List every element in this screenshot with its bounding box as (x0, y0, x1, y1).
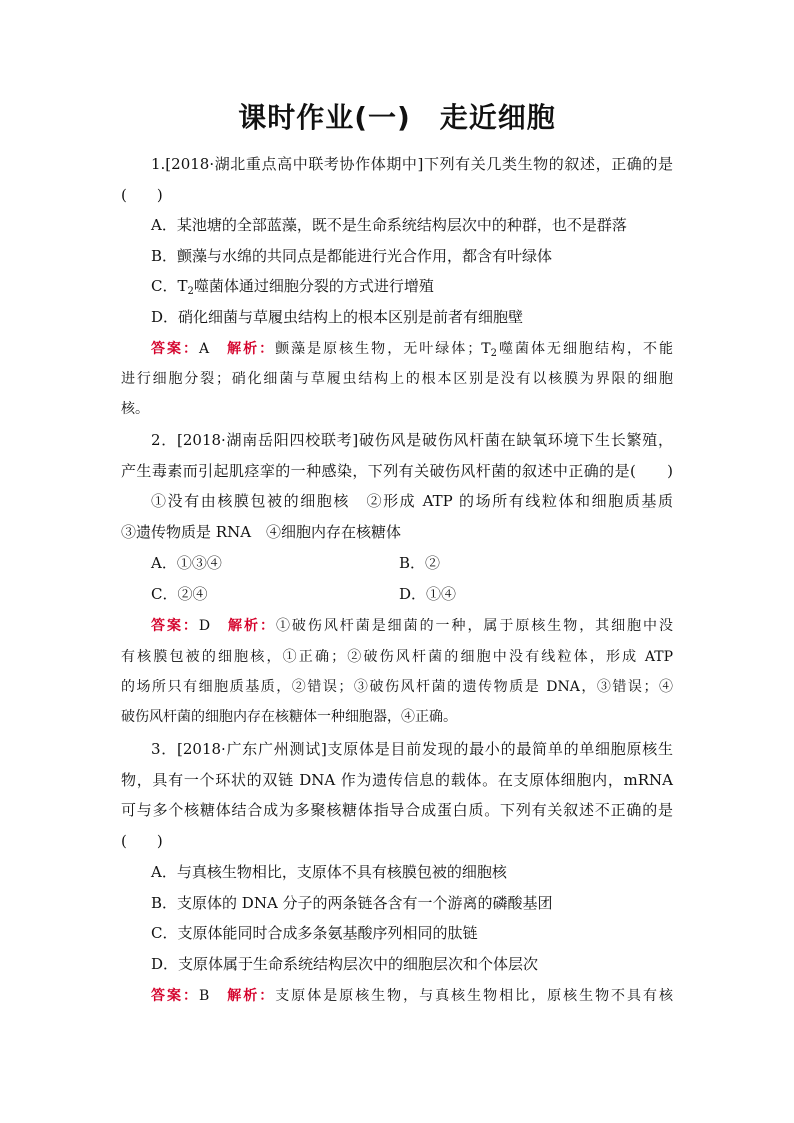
q3-option-c: C．支原体能同时合成多条氨基酸序列相同的肽链 (151, 924, 478, 942)
q3-stem-1: 3．[2018·广东广州测试]支原体是目前发现的最小的最简单的单细胞原核生 (151, 740, 673, 758)
q1-option-d: D．硝化细菌与草履虫结构上的根本区别是前者有细胞壁 (151, 308, 524, 326)
q1-option-b: B．颤藻与水绵的共同点是都能进行光合作用，都含有叶绿体 (151, 247, 553, 265)
q3-stem-2: 物，具有一个环状的双链 DNA 作为遗传信息的载体。在支原体细胞内，mRNA (121, 771, 673, 789)
q1-explanation-2: 进行细胞分裂；硝化细菌与草履虫结构上的根本区别是没有以核膜为界限的细胞 (121, 371, 673, 387)
answer-label: 答案： (151, 618, 199, 634)
explanation-label: 解析： (228, 618, 276, 634)
q1-option-a: A．某池塘的全部蓝藻，既不是生命系统结构层次中的种群，也不是群落 (151, 216, 627, 234)
q2-option-b: B．② (399, 554, 441, 572)
q2-item-1: ①没有由核膜包被的细胞核 ②形成 ATP 的场所有线粒体和细胞质基质 (151, 492, 673, 510)
q2-explanation-2: 有核膜包被的细胞核，①正确；②破伤风杆菌的细胞中没有线粒体，形成 ATP (121, 649, 673, 665)
answer-label: 答案： (151, 341, 200, 357)
q2-option-d: D．①④ (399, 585, 457, 603)
q3-option-d: D．支原体属于生命系统结构层次中的细胞层次和个体层次 (151, 955, 539, 973)
q3-option-a: A．与真核生物相比，支原体不具有核膜包被的细胞核 (151, 863, 507, 881)
q3-blank: ( ) (121, 832, 163, 850)
q2-stem-2: 产生毒素而引起肌痉挛的一种感染，下列有关破伤风杆菌的叙述中正确的是( ) (121, 462, 673, 480)
q1-answer: 答案：A 解析：颤藻是原核生物，无叶绿体；$T_2$噬菌体无细胞结构，不能 (151, 341, 673, 359)
q2-option-c: C．②④ (151, 585, 208, 603)
explanation-label: 解析： (227, 341, 276, 357)
answer-label: 答案： (151, 988, 199, 1004)
q1-explanation-3: 核。 (121, 401, 149, 417)
q3-answer: 答案：B 解析：支原体是原核生物，与真核生物相比，原核生物不具有核 (151, 988, 674, 1004)
q1-stem: 1.[2018·湖北重点高中联考协作体期中]下列有关几类生物的叙述，正确的是 (151, 155, 673, 173)
q2-explanation-3: 的场所只有细胞质基质，②错误；③破伤风杆菌的遗传物质是 DNA，③错误；④ (121, 679, 673, 695)
explanation-label: 解析： (227, 988, 276, 1004)
page-title: 课时作业(一) 走近细胞 (238, 101, 556, 134)
q3-stem-3: 可与多个核糖体结合成为多聚核糖体指导合成蛋白质。下列有关叙述不正确的是 (121, 801, 673, 819)
q3-option-b: B．支原体的 DNA 分子的两条链各含有一个游离的磷酸基团 (151, 894, 553, 912)
q2-answer: 答案：D 解析：①破伤风杆菌是细菌的一种，属于原核生物，其细胞中没 (151, 618, 674, 634)
q2-explanation-4: 破伤风杆菌的细胞内存在核糖体一种细胞器，④正确。 (121, 709, 457, 725)
q2-stem-1: 2．[2018·湖南岳阳四校联考]破伤风是破伤风杆菌在缺氧环境下生长繁殖， (151, 431, 673, 449)
q1-blank: ( ) (121, 186, 163, 204)
q1-option-c: C．$T_2$噬菌体通过细胞分裂的方式进行增殖 (151, 277, 434, 297)
q2-option-a: A．①③④ (151, 554, 222, 572)
q2-item-2: ③遗传物质是 RNA ④细胞内存在核糖体 (121, 523, 402, 541)
